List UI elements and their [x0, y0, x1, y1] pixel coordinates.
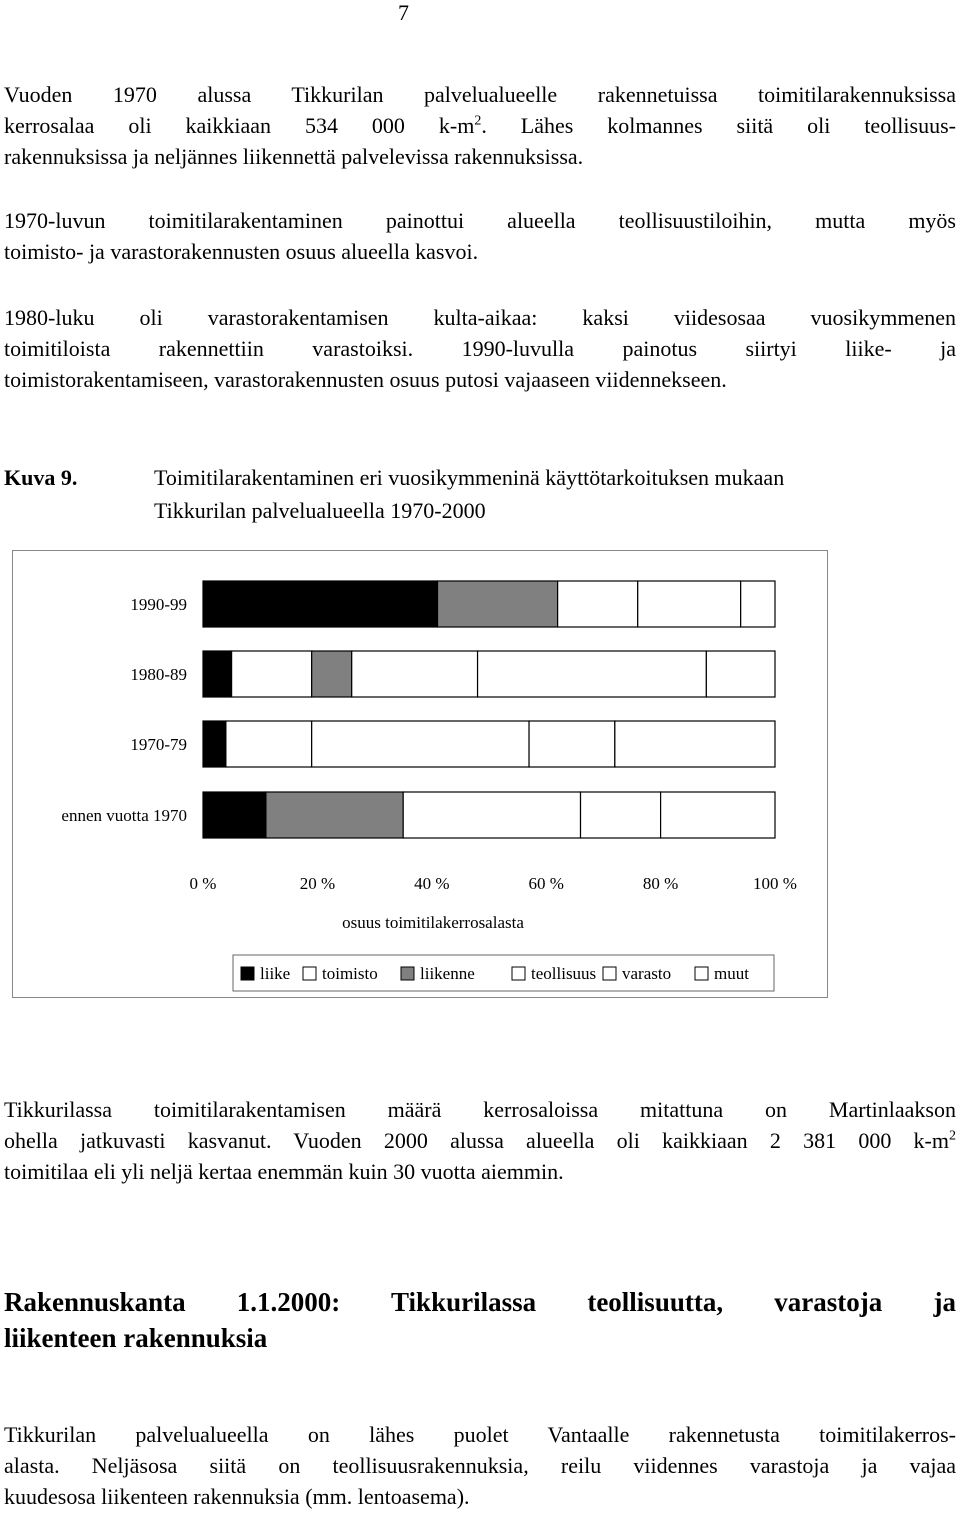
bar-segment-teollisuus: [312, 721, 529, 767]
x-tick-label: 80 %: [642, 874, 679, 893]
paragraph-3-line-1: 1980-luku oli varastorakentamisen kulta-aikaa: kaksi viidesosaa vuosikymmenen: [4, 305, 956, 330]
figure-caption-line-1: Toimitilarakentaminen eri vuosikymmeninä käyttötarkoituksen mukaan: [154, 465, 785, 490]
bar-segment-varasto: [581, 792, 661, 838]
stacked-bar-chart: [13, 551, 829, 999]
paragraph-2-line-2: toimisto- ja varastorakennusten osuus alueella kasvoi.: [4, 239, 479, 264]
bar-segment-toimisto: [232, 651, 312, 697]
bar-segment-liikenne: [266, 792, 403, 838]
x-tick-label: 20 %: [299, 874, 336, 893]
category-label: 1990-99: [130, 595, 187, 614]
paragraph-2: [4, 205, 956, 267]
category-label: 1970-79: [130, 735, 187, 754]
bar-segment-teollisuus: [558, 581, 638, 627]
paragraph-5-line-1: Tikkurilan palvelualueella on lähes puolet Vantaalle rakennetusta toimitilakerros-: [4, 1422, 956, 1447]
paragraph-2-line-1: 1970-luvun toimitilarakentaminen painottui alueella teollisuustiloihin, mutta myös: [4, 208, 956, 233]
figure-caption-line-2: Tikkurilan palvelualueella 1970-2000: [154, 498, 486, 523]
paragraph-1-line-2-text-end: . Lähes kolmannes siitä oli teollisuus-: [481, 113, 956, 138]
bar-segment-liike: [203, 721, 226, 767]
bar-segment-varasto: [478, 651, 707, 697]
paragraph-4-line-1: Tikkurilassa toimitilarakentamisen määrä kerrosaloissa mitattuna on Martinlaakson: [4, 1097, 956, 1122]
x-tick-label: 60 %: [528, 874, 564, 893]
legend-swatch-liike: [241, 967, 254, 980]
bar-segment-liike: [203, 651, 232, 697]
x-tick-label: 100 %: [753, 874, 797, 893]
bar-segment-liikenne: [438, 581, 558, 627]
superscript: 2: [949, 1128, 956, 1144]
section-heading-line-1: Rakennuskanta 1.1.2000: Tikkurilassa teollisuutta, varastoja ja: [4, 1287, 956, 1317]
bar-segment-teollisuus: [352, 651, 478, 697]
chart-frame: [12, 550, 828, 998]
paragraph-4-line-2: [4, 1125, 956, 1156]
bar-segment-varasto: [638, 581, 741, 627]
paragraph-4-line-3: toimitilaa eli yli neljä kertaa enemmän kuin 30 vuotta aiemmin.: [4, 1159, 564, 1184]
paragraph-4-line-2-text: ohella jatkuvasti kasvanut. Vuoden 2000 alussa alueella oli kaikkiaan 2 381 000 k-m: [4, 1128, 949, 1153]
bar-segment-liikenne: [312, 651, 352, 697]
category-label: 1980-89: [130, 665, 187, 684]
bar-segment-toimisto: [226, 721, 312, 767]
legend-swatch-varasto: [603, 967, 616, 980]
bar-segment-liike: [203, 581, 438, 627]
x-tick-label: 40 %: [414, 874, 450, 893]
legend-label-varasto: varasto: [622, 964, 672, 983]
paragraph-1-line-1: Vuoden 1970 alussa Tikkurilan palvelualueelle rakennetuissa toimitilarakennuksissa: [4, 82, 956, 107]
category-label: ennen vuotta 1970: [61, 806, 187, 825]
legend-swatch-liikenne: [401, 967, 414, 980]
paragraph-5-line-2: alasta. Neljäsosa siitä on teollisuusrakennuksia, reilu viidennes varastoja ja vajaa: [4, 1453, 956, 1478]
section-heading: [4, 1284, 956, 1356]
section-heading-line-2: liikenteen rakennuksia: [4, 1323, 268, 1353]
bar-segment-muut: [706, 651, 775, 697]
bar-segment-liike: [203, 792, 266, 838]
paragraph-1-line-3: rakennuksissa ja neljännes liikennettä palvelevissa rakennuksissa.: [4, 144, 584, 169]
bar-segment-varasto: [529, 721, 615, 767]
bar-segment-muut: [741, 581, 775, 627]
legend-label-toimisto: toimisto: [322, 964, 378, 983]
legend-swatch-teollisuus: [512, 967, 525, 980]
superscript: 2: [474, 113, 482, 129]
paragraph-4: [4, 1094, 956, 1187]
figure-number: Kuva 9.: [4, 465, 78, 490]
legend-label-teollisuus: teollisuus: [531, 964, 597, 983]
page-number: 7: [398, 0, 409, 25]
figure-caption: [154, 461, 960, 527]
paragraph-1-line-2-text: kerrosalaa oli kaikkiaan 534 000 k-m: [4, 113, 475, 138]
legend-label-muut: muut: [714, 964, 749, 983]
paragraph-3-line-2: toimitiloista rakennettiin varastoiksi. 1990-luvulla painotus siirtyi liike- ja: [4, 336, 956, 361]
paragraph-1: [4, 79, 956, 172]
paragraph-5-line-3: kuudesosa liikenteen rakennuksia (mm. lentoasema).: [4, 1484, 470, 1509]
legend-label-liikenne: liikenne: [420, 964, 475, 983]
x-axis-label: osuus toimitilakerrosalasta: [342, 913, 524, 932]
legend-swatch-toimisto: [303, 967, 316, 980]
legend-swatch-muut: [695, 967, 708, 980]
paragraph-5: [4, 1419, 956, 1512]
paragraph-3-line-3: toimistorakentamiseen, varastorakennusten osuus putosi vajaaseen viidennekseen.: [4, 367, 727, 392]
x-tick-label: 0 %: [189, 874, 217, 893]
paragraph-1-line-2: [4, 110, 956, 141]
bar-segment-muut: [615, 721, 775, 767]
bar-segment-muut: [661, 792, 775, 838]
paragraph-3: [4, 302, 956, 395]
legend-label-liike: liike: [260, 964, 291, 983]
bar-segment-teollisuus: [403, 792, 580, 838]
